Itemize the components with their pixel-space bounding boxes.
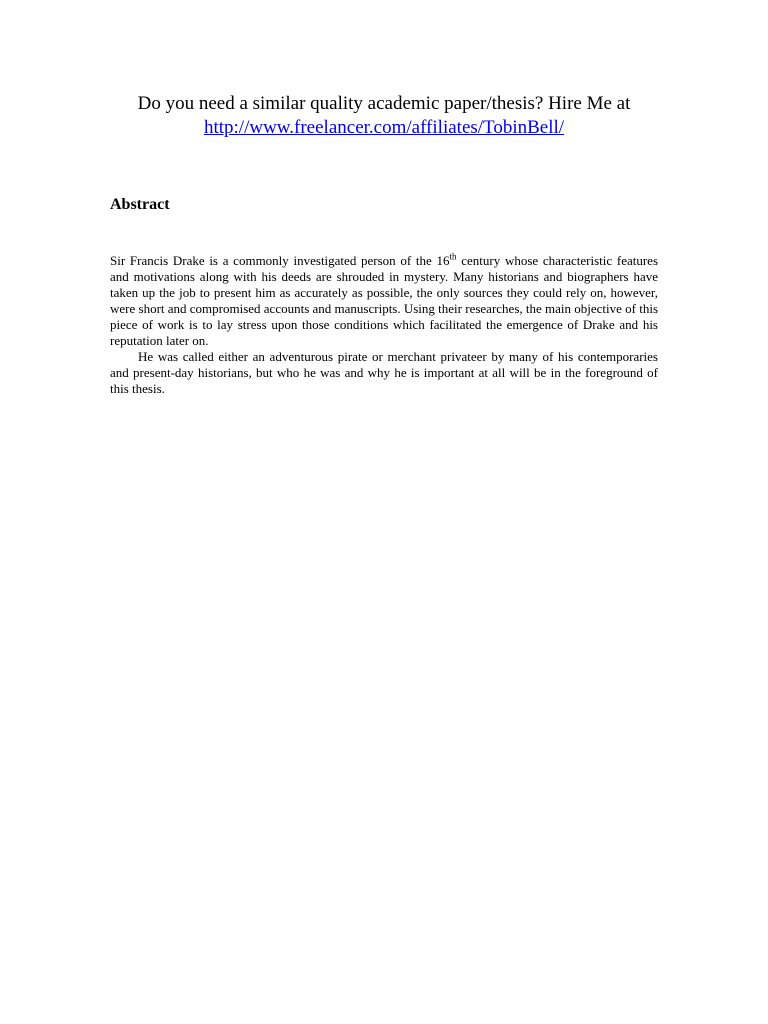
- promo-text: Do you need a similar quality academic paper/thesis? Hire Me at: [137, 93, 631, 114]
- ordinal-superscript: th: [449, 251, 457, 262]
- abstract-p1-rest: century whose characteristic features and motivations along with his deeds are shrouded in mystery. Many historians and biographers have taken up the job to present him as accurately as possible, the only sources they could rely on, however, were short and compromised accounts and manuscripts. Using their researches, the main objective of this piece of work is to lay stress upon those conditions which facilitated the emergence of Drake and his reputation later on.: [110, 253, 659, 348]
- abstract-p1-start: Sir Francis Drake is a commonly investigated person of the 16: [110, 253, 450, 268]
- abstract-heading: Abstract: [110, 196, 170, 213]
- freelancer-link[interactable]: http://www.freelancer.com/affiliates/TobinBell/: [203, 117, 565, 138]
- promo-banner: [0, 92, 768, 140]
- abstract-paragraph-2: He was called either an adventurous pirate or merchant privateer by many of his contemporaries and present-day historians, but who he was and why he is important at all will be in the foreground of this thesis.: [110, 349, 658, 396]
- abstract-body: [110, 253, 658, 397]
- abstract-paragraph-1: [110, 253, 658, 349]
